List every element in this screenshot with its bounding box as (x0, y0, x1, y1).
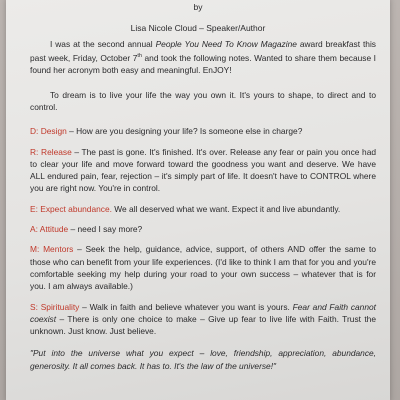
intro-paragraph (30, 38, 376, 77)
date-suffix: th (137, 53, 142, 60)
acronym-word: Release (41, 146, 72, 157)
acronym-letter: M: (30, 244, 44, 255)
acronym-letter: A: (30, 224, 40, 235)
acronym-text: – Walk in faith and believe whatever you want is yours. (79, 301, 293, 312)
intro-text-3: and took the following notes. Wanted to share them because I found her acronym both easy and meaningful. EnJOY! (30, 53, 377, 76)
author-byline: Lisa Nicole Cloud – Speaker/Author (130, 23, 266, 33)
acronym-text: – How are you designing your life? Is someone else in charge? (66, 126, 303, 137)
acronym-word: Expect abundance. (40, 203, 112, 214)
acronym-letter: R: (30, 146, 42, 157)
closing-quote: "Put into the universe what you expect – love, friendship, appreciation, abundance, generosity. It all comes back. It has to. It's the law of the universe!" (30, 348, 376, 371)
acronym-word: Mentors (43, 244, 74, 255)
acronym-item-e (30, 203, 376, 215)
acronym-text: We all deserved what we want. Expect it and live abundantly. (111, 203, 341, 214)
acronym-letter: E: (30, 203, 41, 214)
intro-text-2: award breakfast this past week, Friday, October 7 (30, 39, 376, 64)
acronym-item-s (30, 301, 376, 338)
magazine-name: People You Need To Know Magazine (155, 39, 297, 49)
acronym-letter: D: (30, 126, 41, 137)
acronym-word: Design (40, 126, 67, 137)
acronym-item-a (30, 223, 376, 235)
acronym-text: – Seek the help, guidance, advice, support, of others AND offer the same to those who can benefit from your life experiences. (I'd like to think I am that for you and you're comfortable seeking my help during your road to your own success – whatever that is for you. I am always available.) (30, 244, 376, 292)
dream-paragraph: To dream is to live your life the way you own it. It's yours to shape, to direct and to control. (30, 89, 376, 112)
acronym-text: – need I say more? (68, 224, 143, 235)
intro-text-1: I was at the second annual (50, 39, 156, 49)
acronym-text: – The past is gone. It's finished. It's over. Release any fear or pain you once had to clear your life and move forward toward the goodness you want and deserve. We have ALL endured pain, fear, rejection – it's simply part of life. It doesn't have to CONTROL where you are right now. You're in control. (30, 146, 377, 194)
acronym-word: Attitude (39, 224, 69, 235)
acronym-letter: S: (30, 301, 41, 312)
acronym-word: Spirituality (40, 301, 80, 312)
acronym-italic-text: Fear and Faith cannot coexist (30, 301, 376, 324)
by-label: by (193, 2, 203, 12)
acronym-text-2: – There is only one choice to make – Give up fear to live life with Faith. Trust the unknown. Just know. Just believe. (30, 313, 376, 337)
acronym-item-d (30, 125, 376, 137)
acronym-item-r (30, 146, 376, 195)
acronym-item-m (30, 243, 376, 292)
paper-sheet (6, 0, 390, 400)
document-body (30, 38, 376, 380)
